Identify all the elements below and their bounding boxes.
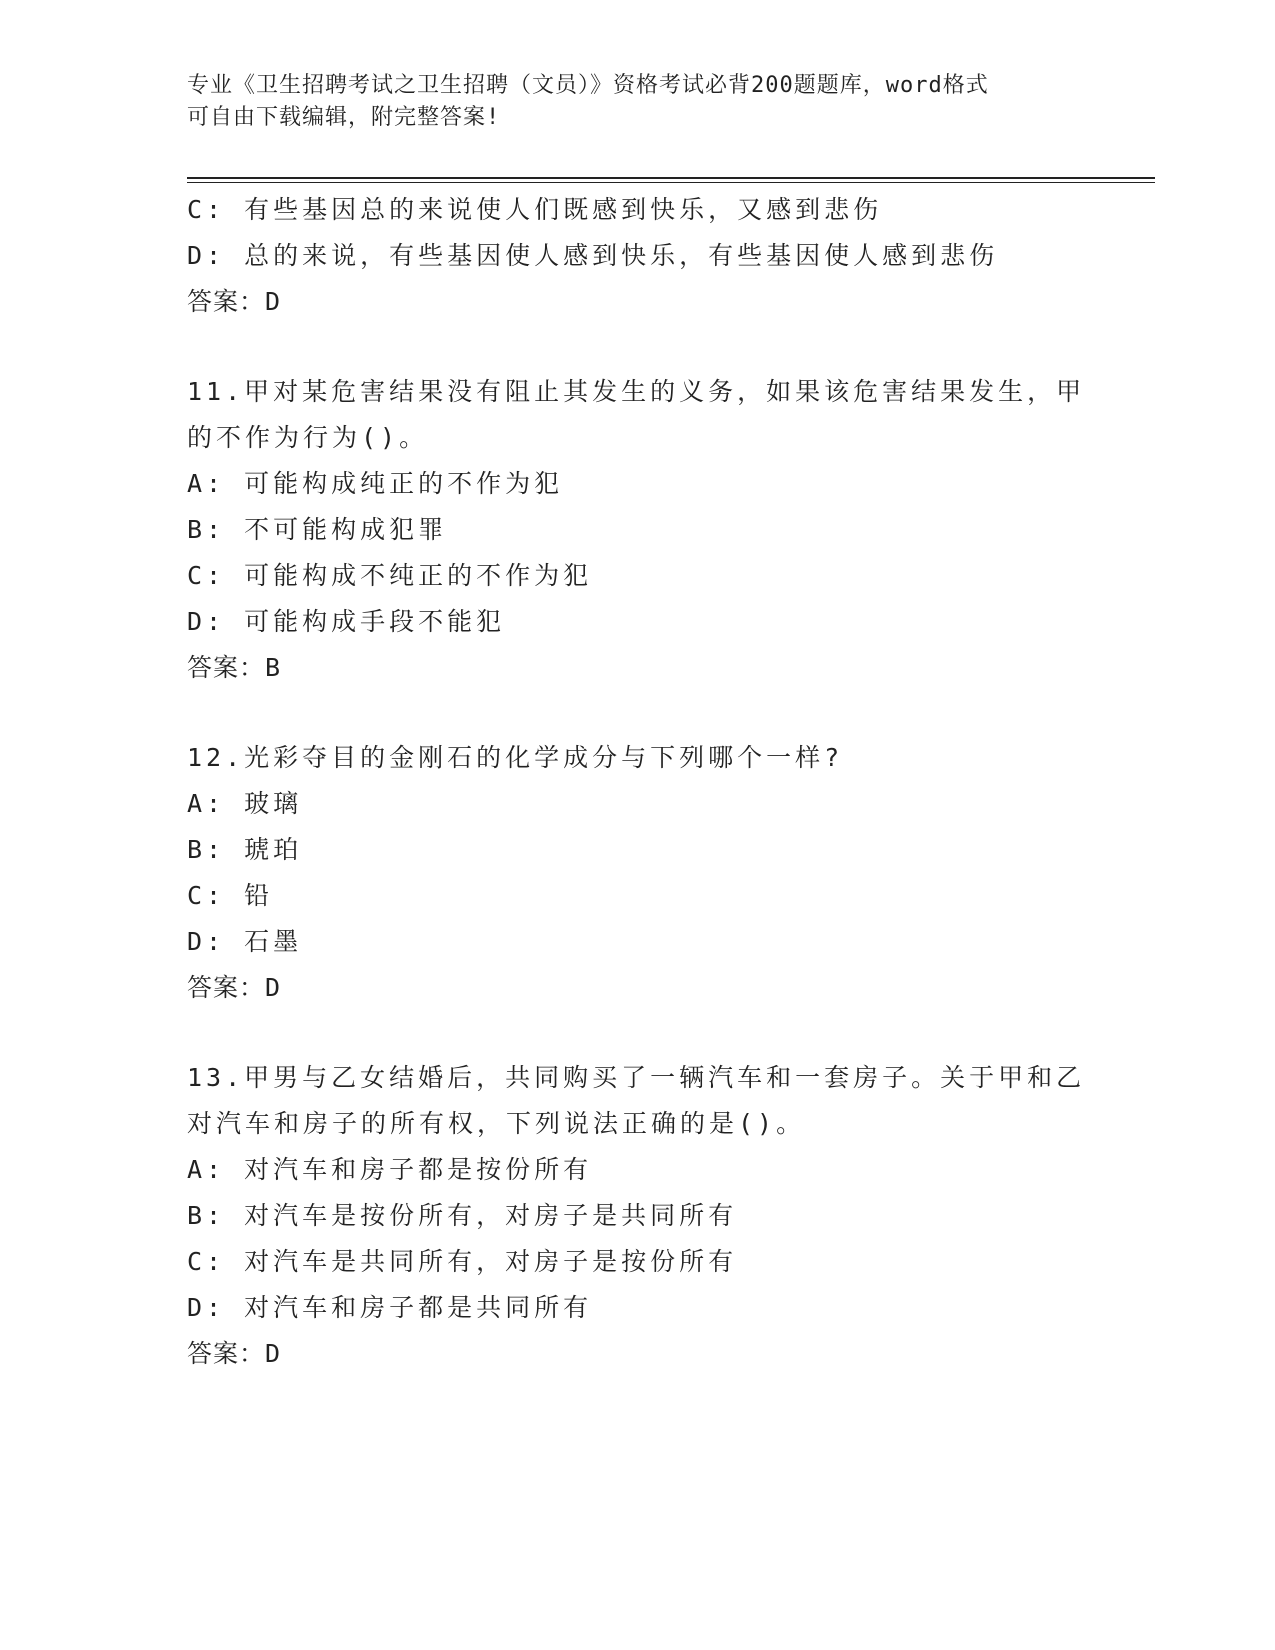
option-c: C: 铅 — [187, 881, 274, 910]
question-stem-line: 13.甲男与乙女结婚后，共同购买了一辆汽车和一套房子。关于甲和乙 — [187, 1063, 1086, 1092]
spacer — [187, 691, 1087, 735]
answer-value: D — [265, 1339, 282, 1368]
option-b: B: 不可能构成犯罪 — [187, 515, 448, 544]
option-c: C: 对汽车是共同所有，对房子是按份所有 — [187, 1247, 738, 1276]
option-d: D: 石墨 — [187, 927, 303, 956]
header-line-1: 专业《卫生招聘考试之卫生招聘（文员）》资格考试必背200题题库，word格式 — [187, 73, 989, 98]
answer-value: D — [265, 973, 282, 1002]
option-a: A: 对汽车和房子都是按份所有 — [187, 1155, 593, 1184]
answer-label: 答案： — [187, 973, 266, 1002]
question-block-continued — [187, 187, 1087, 325]
question-list — [187, 187, 1087, 1377]
answer-line — [187, 1331, 1087, 1377]
header-divider-thick — [187, 177, 1155, 179]
answer-value: B — [265, 653, 282, 682]
answer-line — [187, 279, 1087, 325]
answer-value: D — [265, 287, 282, 316]
option-d: D: 总的来说，有些基因使人感到快乐，有些基因使人感到悲伤 — [187, 241, 999, 270]
question-stem-line: 11.甲对某危害结果没有阻止其发生的义务，如果该危害结果发生，甲 — [187, 377, 1086, 406]
answer-label: 答案： — [187, 1339, 266, 1368]
header-line-2: 可自由下载编辑，附完整答案! — [187, 105, 501, 130]
question-block-13 — [187, 1055, 1087, 1377]
question-stem-line: 的不作为行为()。 — [187, 423, 429, 452]
option-c: C: 可能构成不纯正的不作为犯 — [187, 561, 593, 590]
option-b: B: 对汽车是按份所有，对房子是共同所有 — [187, 1201, 738, 1230]
option-a: A: 可能构成纯正的不作为犯 — [187, 469, 564, 498]
spacer — [187, 1011, 1087, 1055]
document-header — [187, 70, 1087, 134]
option-a: A: 玻璃 — [187, 789, 303, 818]
option-c: C: 有些基因总的来说使人们既感到快乐，又感到悲伤 — [187, 195, 883, 224]
option-d: D: 可能构成手段不能犯 — [187, 607, 506, 636]
option-b: B: 琥珀 — [187, 835, 303, 864]
option-d: D: 对汽车和房子都是共同所有 — [187, 1293, 593, 1322]
question-stem-line: 对汽车和房子的所有权，下列说法正确的是()。 — [187, 1109, 806, 1138]
question-block-12 — [187, 735, 1087, 1011]
header-divider-thin — [187, 182, 1155, 183]
spacer — [187, 325, 1087, 369]
answer-label: 答案： — [187, 287, 266, 316]
answer-line — [187, 645, 1087, 691]
answer-label: 答案： — [187, 653, 266, 682]
question-stem-line: 12.光彩夺目的金刚石的化学成分与下列哪个一样? — [187, 743, 844, 772]
question-block-11 — [187, 369, 1087, 691]
answer-line — [187, 965, 1087, 1011]
